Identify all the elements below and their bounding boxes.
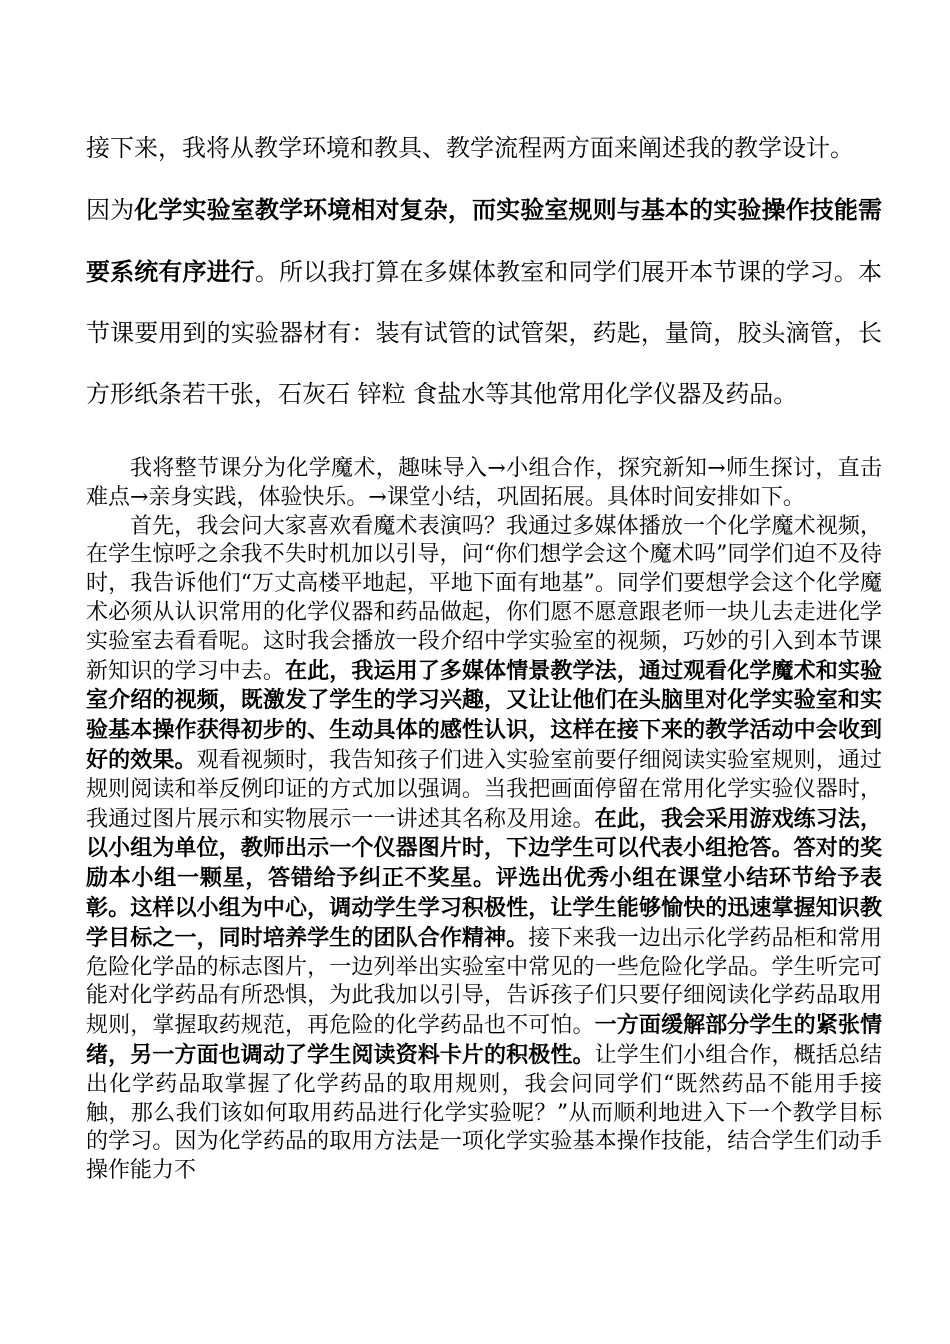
body-text: 。所以我打算在多媒体教室和同学们展开本节课的学习。本节课要用到的实验器材有：装有试管的试管架，药匙，量筒，胶头滴管，长方形纸条若干张，石灰石 锌粒 食盐水等其他常用化学仪器及药品。 xyxy=(86,258,882,408)
emphasis-text: 一方面缓解部分学生的紧张情绪，另一方面也调动了学生阅读资料卡片的积极性。 xyxy=(86,1012,882,1068)
body-text: 让学生们小组合作，概括总结出化学药品取掌握了化学药品的取用规则，我会问同学们“既然药品不能用手接触，那么我们该如何取用药品进行化学实验呢？”从而顺利地进入下一个教学目标的学习。因为化学药品的取用方法是一项化学实验基本操作技能，结合学生们动手操作能力不 xyxy=(86,1042,882,1184)
intro-section xyxy=(86,118,882,425)
emphasis-text: 在此，我运用了多媒体情景教学法，通过观看化学魔术和实验室介绍的视频，既激发了学生的学习兴趣，又让让他们在头脑里对化学实验室和实验基本操作获得初步的、生动具体的感性认识，这样在接下来的教学活动中会收到好的效果。 xyxy=(86,657,882,773)
paragraph xyxy=(86,455,882,513)
body-text: 接下来我一边出示化学药品柜和常用危险化学品的标志图片，一边列举出实验室中常见的一些危险化学品。学生听完可能对化学药品有所恐惧，为此我加以引导，告诉孩子们只要仔细阅读化学药品取用规则，掌握取药规范，再危险的化学药品也不可怕。 xyxy=(86,925,882,1039)
teaching-process-section xyxy=(86,455,882,1186)
body-text: 因为 xyxy=(86,196,135,224)
body-text: 接下来，我将从教学环境和教具、教学流程两方面来阐述我的教学设计。 xyxy=(86,134,854,162)
emphasis-text: 化学实验室教学环境相对复杂，而实验室规则与基本的实验操作技能需要系统有序进行 xyxy=(86,195,882,286)
paragraph xyxy=(86,179,882,425)
paragraph xyxy=(86,118,882,179)
paragraph xyxy=(86,513,882,1186)
emphasis-text: 在此，我会采用游戏练习法，以小组为单位，教师出示一个仪器图片时，下边学生可以代表小组抢答。答对的奖励本小组一颗星，答错给予纠正不奖星。评选出优秀小组在课堂小结环节给予表彰。这样以小组为中心，调动学生学习积极性，让学生能够愉快的迅速掌握知识教学目标之一，同时培养学生的团队合作精神。 xyxy=(86,805,882,951)
body-text: 我将整节课分为化学魔术，趣味导入→小组合作，探究新知→师生探讨，直击难点→亲身实践，体验快乐。→课堂小结，巩固拓展。具体时间安排如下。 xyxy=(86,456,882,510)
body-text: 观看视频时，我告知孩子们进入实验室前要仔细阅读实验室规则，通过规则阅读和举反例印证的方式加以强调。当我把画面停留在常用化学实验仪器时，我通过图片展示和实物展示一一讲述其名称及用途。 xyxy=(86,747,882,832)
body-text: 首先，我会问大家喜欢看魔术表演吗？我通过多媒体播放一个化学魔术视频，在学生惊呼之余我不失时机加以引导，问“你们想学会这个魔术吗”同学们迫不及待时，我告诉他们“万丈高楼平地起，平地下面有地基”。同学们要想学会这个化学魔术必须从认识常用的化学仪器和药品做起，你们愿不愿意跟老师一块儿去走进化学实验室去看看呢。这时我会播放一段介绍中学实验室的视频，巧妙的引入到本节课新知识的学习中去。 xyxy=(86,513,882,684)
